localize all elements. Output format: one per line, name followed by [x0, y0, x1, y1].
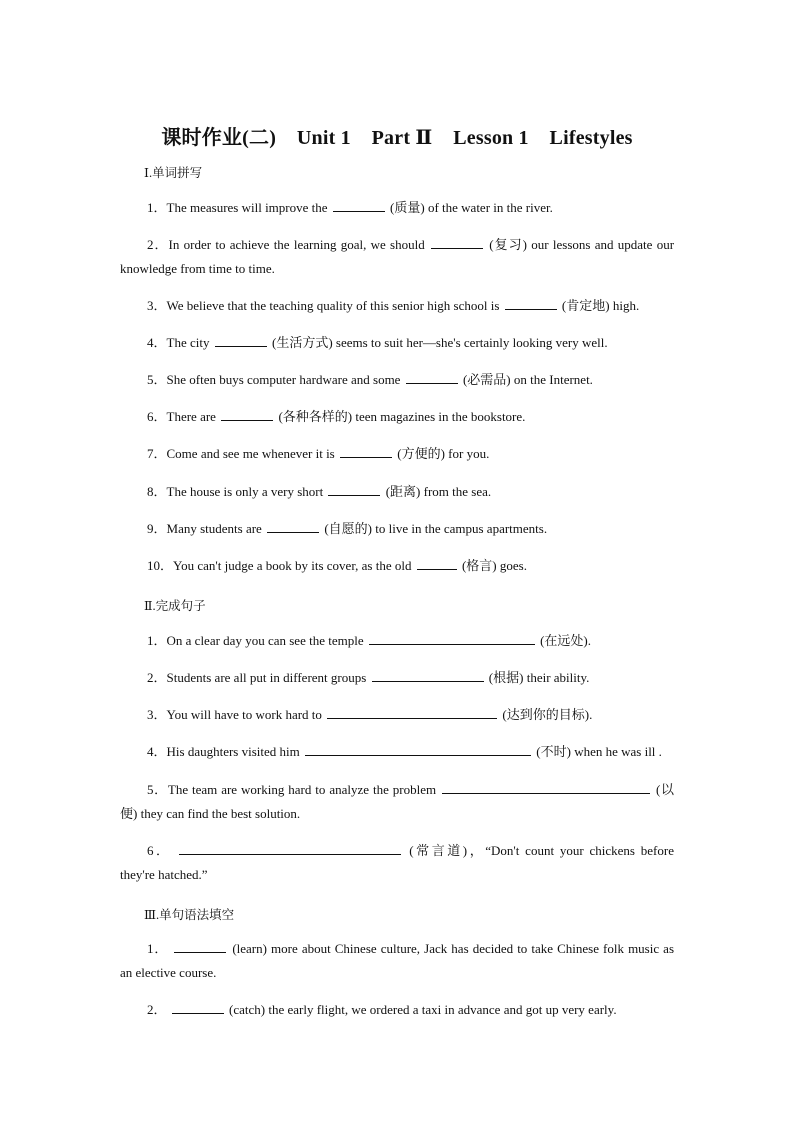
answer-blank[interactable] [340, 444, 392, 458]
question-item: 2．Students are all put in different groups (根据) their ability. [147, 670, 590, 685]
answer-blank[interactable] [505, 296, 557, 310]
answer-blank[interactable] [179, 841, 401, 855]
question-item: 2． (catch) the early flight, we ordered a taxi in advance and got up very early. [147, 1002, 617, 1017]
answer-blank[interactable] [215, 333, 267, 347]
question-item: 2．In order to achieve the learning goal, we should (复习) our lessons and update our knowledge from time to time. [120, 237, 675, 276]
section-heading-complete-sentences: Ⅱ.完成句子 [144, 599, 206, 613]
question-item: 5．The team are working hard to analyze the problem (以便) they can find the best solution. [120, 782, 674, 821]
answer-blank[interactable] [406, 370, 458, 384]
question-item: 6．There are (各种各样的) teen magazines in the bookstore. [147, 409, 526, 424]
question-item: 1．On a clear day you can see the temple (在远处). [147, 633, 592, 648]
question-item: 7．Come and see me whenever it is (方便的) for you. [147, 446, 490, 461]
answer-blank[interactable] [417, 556, 457, 570]
question-item: 1． (learn) more about Chinese culture, Jack has decided to take Chinese folk music as an elective course. [120, 941, 675, 980]
answer-blank[interactable] [372, 668, 484, 682]
section-heading-grammar-fill: Ⅲ.单句语法填空 [144, 908, 235, 922]
question-item: 8．The house is only a very short (距离) from the sea. [147, 484, 492, 499]
question-item: 3．You will have to work hard to (达到你的目标). [147, 707, 593, 722]
section-heading-vocabulary: Ⅰ.单词拼写 [144, 166, 203, 180]
question-item: 4．The city (生活方式) seems to suit her—she's certainly looking very well. [147, 335, 608, 350]
question-item: 3．We believe that the teaching quality of this senior high school is (肯定地) high. [147, 298, 640, 313]
question-item: 10．You can't judge a book by its cover, as the old (格言) goes. [147, 558, 527, 573]
answer-blank[interactable] [369, 631, 535, 645]
answer-blank[interactable] [172, 1000, 224, 1014]
answer-blank[interactable] [221, 407, 273, 421]
answer-blank[interactable] [442, 780, 650, 794]
answer-blank[interactable] [333, 198, 385, 212]
answer-blank[interactable] [174, 939, 226, 953]
answer-blank[interactable] [267, 519, 319, 533]
question-item: 4．His daughters visited him (不时) when he was ill . [147, 744, 662, 759]
page-title: 课时作业(二) Unit 1 Part Ⅱ Lesson 1 Lifestyles [161, 127, 633, 149]
question-item: 9．Many students are (自愿的) to live in the campus apartments. [147, 521, 548, 536]
answer-blank[interactable] [431, 235, 483, 249]
answer-blank[interactable] [328, 482, 380, 496]
question-item: 6． (常言道)，“Don't count your chickens before they're hatched.” [120, 843, 674, 882]
answer-blank[interactable] [305, 742, 531, 756]
question-item: 5．She often buys computer hardware and some (必需品) on the Internet. [147, 372, 593, 387]
answer-blank[interactable] [327, 705, 497, 719]
question-item: 1．The measures will improve the (质量) of the water in the river. [147, 200, 553, 215]
